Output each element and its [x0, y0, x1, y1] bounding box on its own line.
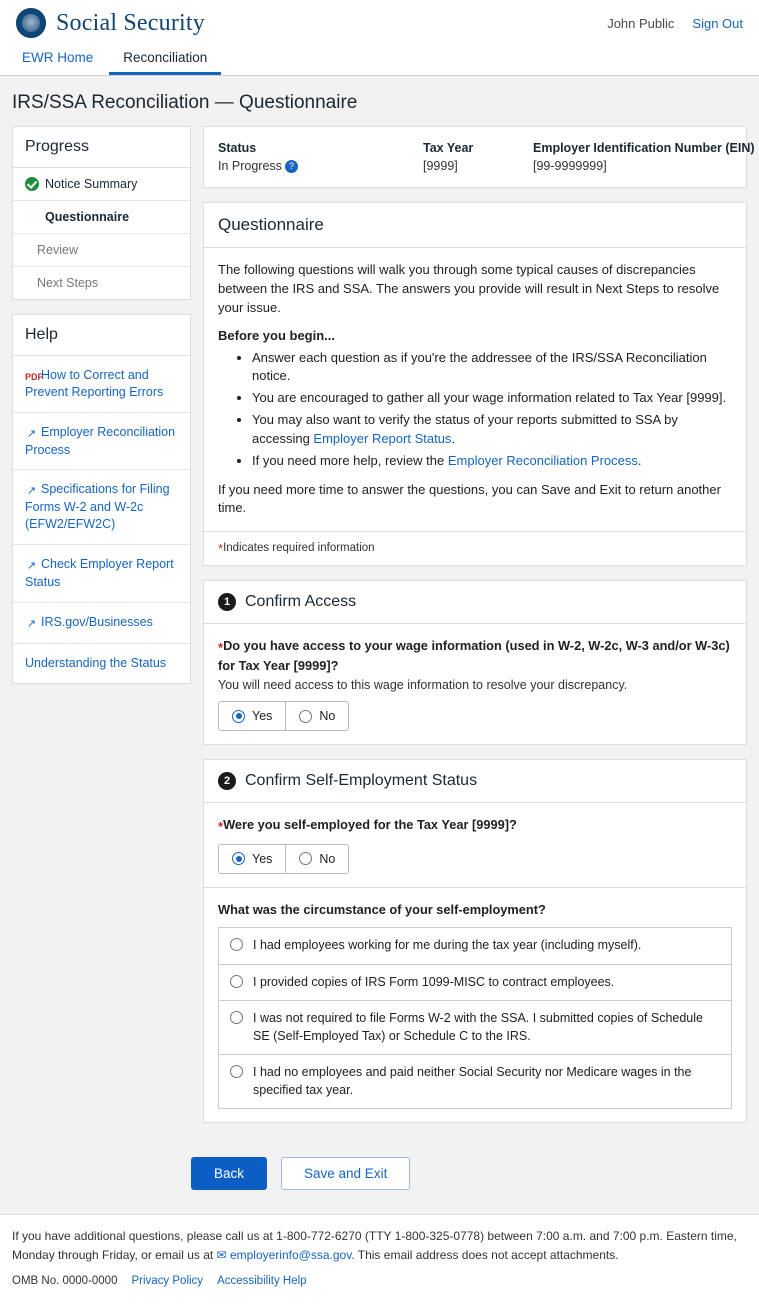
- sidebar-item-label: Questionnaire: [45, 210, 130, 224]
- question-label: [218, 816, 732, 836]
- option-label: No: [319, 709, 336, 724]
- tax-year-field: [423, 141, 533, 173]
- status-text: In Progress: [218, 159, 282, 173]
- before-you-begin-heading: Before you begin...: [218, 327, 336, 343]
- radio-dot-icon: [230, 975, 243, 988]
- bullet-text: Answer each question as if you're the addressee of the IRS/SSA Reconciliation notice.: [252, 349, 707, 384]
- questionnaire-body: [204, 248, 746, 531]
- tab-bar: [0, 46, 759, 76]
- back-button[interactable]: Back: [191, 1157, 267, 1190]
- list-item: [252, 389, 732, 408]
- content-columns: [0, 126, 759, 1137]
- radio-dot-icon: [230, 938, 243, 951]
- section-confirm-access: [203, 580, 747, 745]
- section-2-body: [204, 803, 746, 886]
- section-confirm-self-employment: [203, 759, 747, 1123]
- status-row: [204, 127, 755, 187]
- employer-reconciliation-process-link[interactable]: Employer Reconciliation Process: [447, 452, 638, 468]
- required-info-note: [204, 531, 746, 565]
- option-label: I had employees working for me during the tax year (including myself).: [253, 938, 642, 953]
- status-value: [218, 159, 423, 173]
- radio-dot-icon: [232, 852, 245, 865]
- employer-report-status-link[interactable]: Employer Report Status: [313, 430, 452, 446]
- bullet-text: You may also want to verify the status of your reports submitted to SSA by accessing: [252, 412, 678, 446]
- help-link-efw2-specifications[interactable]: Specifications for Filing Forms W-2 and W-2c (EFW2/EFW2C): [25, 482, 170, 532]
- option-label: I had no employees and paid neither Social Security nor Medicare wages in the specified tax year.: [253, 1065, 692, 1097]
- external-link-icon: ↗: [26, 427, 37, 440]
- sign-out-link[interactable]: Sign Out: [692, 15, 743, 31]
- help-link-check-employer-report-status[interactable]: Check Employer Report Status: [25, 557, 174, 589]
- section-title: Confirm Self-Employment Status: [245, 772, 478, 790]
- circumstance-option-1[interactable]: [219, 928, 731, 965]
- radio-dot-icon: [299, 852, 312, 865]
- tax-year-label: Tax Year: [423, 141, 474, 155]
- follow-up-body: [204, 888, 746, 1123]
- progress-heading: Progress: [13, 127, 190, 168]
- help-link-correct-prevent-errors[interactable]: How to Correct and Prevent Reporting Errors: [25, 368, 164, 399]
- omb-number: OMB No. 0000-0000: [12, 1274, 118, 1287]
- question-text: Were you self-employed for the Tax Year [9999]?: [223, 817, 517, 833]
- help-item[interactable]: [13, 470, 190, 545]
- status-card: [203, 126, 755, 188]
- sidebar-item-next-steps: [13, 267, 190, 299]
- bullet-text-after: .: [637, 452, 642, 468]
- self-employed-radio-group[interactable]: [218, 844, 349, 874]
- access-option-yes[interactable]: [219, 702, 285, 730]
- self-employed-option-yes[interactable]: [219, 845, 285, 873]
- circumstance-option-3[interactable]: [219, 1001, 731, 1055]
- ein-label: Employer Identification Number (EIN): [533, 141, 755, 155]
- access-radio-group[interactable]: [218, 701, 349, 731]
- section-number-badge: 1: [218, 593, 236, 611]
- external-link-icon: ↗: [26, 617, 37, 630]
- status-field: [218, 141, 423, 173]
- footer-contact-text: If you have additional questions, please call us at 1-800-772-6270 (TTY 1-800-325-0778) between 7:00 a.m. and 7:00 p.m. Eastern time, Monday through Friday, or email us at: [12, 1229, 737, 1263]
- brand[interactable]: [16, 8, 205, 38]
- radio-dot-icon: [299, 710, 312, 723]
- sidebar-item-label: Notice Summary: [45, 177, 138, 191]
- list-item: [252, 349, 732, 387]
- help-item[interactable]: [13, 356, 190, 413]
- circumstance-option-4[interactable]: [219, 1055, 731, 1108]
- question-help-text: You will need access to this wage information to resolve your discrepancy.: [218, 678, 628, 693]
- section-2-header: [204, 760, 746, 803]
- save-and-exit-note: If you need more time to answer the questions, you can Save and Exit to return another time.: [218, 481, 721, 516]
- help-link-employer-reconciliation-process[interactable]: Employer Reconciliation Process: [25, 424, 176, 457]
- external-link-icon: ↗: [26, 485, 37, 498]
- radio-dot-icon: [230, 1065, 243, 1078]
- help-question-icon[interactable]: ?: [285, 160, 298, 173]
- questionnaire-heading: Questionnaire: [204, 203, 746, 248]
- section-number-badge: 2: [218, 772, 236, 790]
- option-label: I provided copies of IRS Form 1099-MISC to contract employees.: [253, 974, 615, 989]
- question-label: [218, 637, 732, 675]
- help-link-irs-gov-businesses[interactable]: IRS.gov/Businesses: [41, 614, 153, 629]
- privacy-policy-link[interactable]: Privacy Policy: [131, 1274, 204, 1287]
- footer-contact-text-after: . This email address does not accept attachments.: [351, 1248, 619, 1263]
- option-label: No: [319, 851, 336, 866]
- section-title: Confirm Access: [245, 593, 357, 611]
- save-and-exit-button[interactable]: Save and Exit: [281, 1157, 410, 1190]
- user-name: John Public: [607, 15, 675, 31]
- masthead-right: [607, 16, 743, 31]
- brand-title: Social Security: [56, 9, 205, 36]
- access-option-no[interactable]: [285, 702, 348, 730]
- masthead: [0, 0, 759, 46]
- help-item[interactable]: [13, 603, 190, 644]
- sidebar-item-notice-summary[interactable]: [13, 168, 190, 201]
- bullet-text-after: .: [451, 430, 456, 446]
- status-label: Status: [218, 141, 257, 155]
- bullet-text: You are encouraged to gather all your wage information related to Tax Year [9999].: [252, 390, 727, 406]
- section-1-body: [204, 624, 746, 744]
- tab-reconciliation[interactable]: Reconciliation: [109, 46, 221, 75]
- help-item[interactable]: [13, 545, 190, 603]
- question-text: Do you have access to your wage information (used in W-2, W-2c, W-3 and/or W-3c) for Tax Year [9999]?: [218, 638, 730, 674]
- questionnaire-intro: The following questions will walk you through some typical causes of discrepancies between the IRS and SSA. The answers you provide will result in Next Steps to resolve your issue.: [218, 262, 720, 315]
- questionnaire-card: [203, 202, 747, 566]
- envelope-icon: ✉: [216, 1248, 227, 1263]
- footer-email-link[interactable]: employerinfo@ssa.gov: [229, 1248, 352, 1263]
- pdf-icon: PDF: [25, 372, 43, 382]
- external-link-icon: ↗: [26, 560, 37, 573]
- ein-value: [99-9999999]: [533, 159, 607, 173]
- page-title: IRS/SSA Reconciliation — Questionnaire: [12, 92, 358, 113]
- option-label: Yes: [252, 709, 273, 724]
- radio-dot-icon: [230, 1011, 243, 1024]
- tab-ewr-home[interactable]: EWR Home: [22, 50, 94, 65]
- sidebar-item-label: Review: [37, 243, 78, 257]
- self-employed-option-no[interactable]: [285, 845, 348, 873]
- sidebar: [12, 126, 191, 698]
- footer: [0, 1215, 759, 1304]
- section-1-header: [204, 581, 746, 624]
- follow-up-question-label: What was the circumstance of your self-employment?: [218, 901, 546, 917]
- list-item: [252, 411, 732, 449]
- help-item[interactable]: [13, 644, 190, 683]
- help-heading: Help: [13, 315, 190, 356]
- footer-links: [12, 1273, 747, 1291]
- page-wrap: [0, 76, 759, 1215]
- before-you-begin-list: [218, 349, 732, 471]
- progress-panel: [12, 126, 191, 300]
- ssa-seal-icon: [16, 8, 46, 38]
- required-asterisk-icon: *: [218, 541, 224, 557]
- sidebar-item-label: Next Steps: [37, 276, 99, 290]
- option-label: I was not required to file Forms W-2 with the SSA. I submitted copies of Schedule SE (Self-Employed Tax) or Schedule C to the IRS.: [253, 1011, 703, 1043]
- required-note-text: Indicates required information: [223, 542, 375, 555]
- bullet-text: If you need more help, review the: [252, 452, 448, 468]
- tax-year-value: [9999]: [423, 159, 458, 173]
- help-link-understanding-the-status[interactable]: Understanding the Status: [25, 655, 167, 670]
- main-content: [203, 126, 755, 1137]
- radio-dot-icon: [232, 710, 245, 723]
- ein-field: [533, 141, 755, 173]
- form-actions: [191, 1137, 759, 1190]
- help-item[interactable]: [13, 413, 190, 471]
- list-item: [252, 452, 732, 471]
- sidebar-item-review: [13, 234, 190, 267]
- circumstance-option-2[interactable]: [219, 965, 731, 1002]
- check-circle-icon: [25, 177, 39, 191]
- option-label: Yes: [252, 851, 273, 866]
- required-asterisk-icon: *: [218, 819, 224, 835]
- circumstance-choice-list[interactable]: [218, 927, 732, 1109]
- help-panel: [12, 314, 191, 684]
- required-asterisk-icon: *: [218, 640, 224, 656]
- accessibility-help-link[interactable]: Accessibility Help: [217, 1274, 307, 1287]
- sidebar-item-questionnaire[interactable]: [13, 201, 190, 234]
